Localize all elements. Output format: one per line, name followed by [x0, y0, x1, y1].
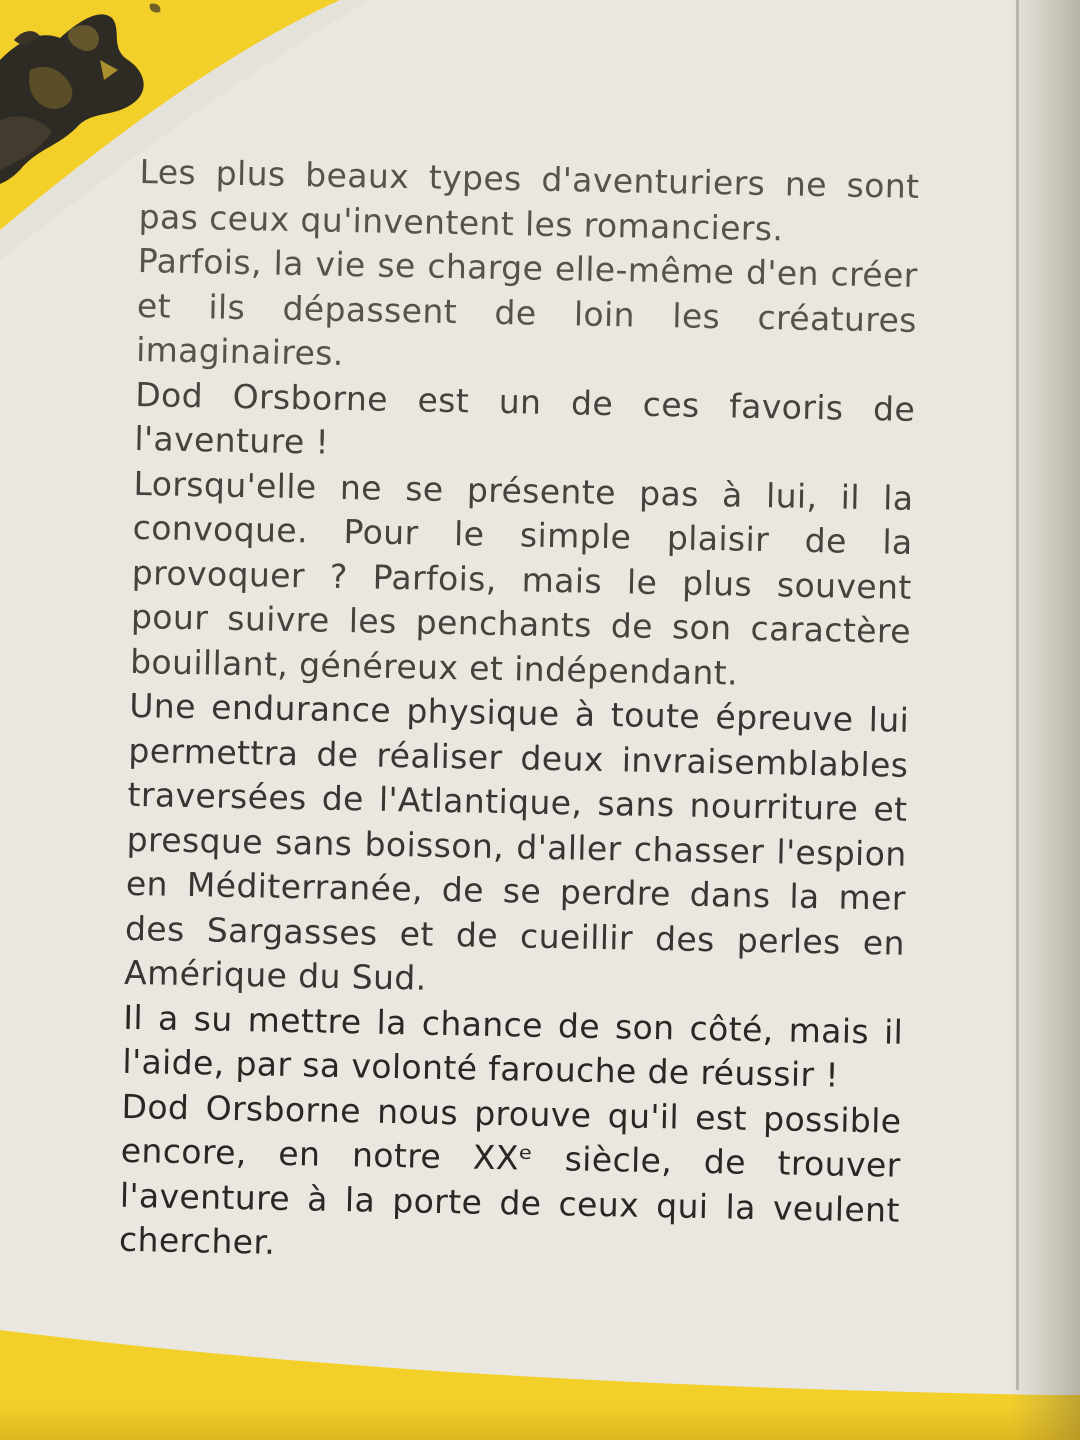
- blurb-paragraph: Dod Orsborne nous prouve qu'il est possible encore, en notre XXᵉ siècle, de trouver l'aventure à la porte de ceux qui la veulent chercher.: [118, 1086, 902, 1262]
- blurb-paragraph: Une endurance physique à toute épreuve lui permettra de réaliser deux invraisemblables traversées de l'Atlantique, sans nourriture et presque sans boisson, d'aller chasser l'espion en Méditerranée, de se perdre dans la mer des Sargasses et de cueillir des perles en Amérique du Sud.: [123, 685, 910, 998]
- blurb-paragraph: Dod Orsborne est un de ces favoris de l'aventure !: [134, 374, 916, 462]
- bottom-shadow: [0, 1405, 1080, 1440]
- blurb-paragraph: Lorsqu'elle ne se présente pas à lui, il la convoque. Pour le simple plaisir de la provoquer ? Parfois, mais le plus souvent pour suivre les penchants de son caractère bouillant, généreux et indépendant.: [129, 463, 914, 693]
- blurb-paragraph: Parfois, la vie se charge elle-même d'en créer et ils dépassent de loin les créatures imaginaires.: [135, 240, 919, 373]
- blurb-text: [119, 150, 920, 1277]
- blurb-paragraph: Les plus beaux types d'aventuriers ne sont pas ceux qu'inventent les romanciers.: [138, 151, 920, 248]
- blurb-paragraph: Il a su mettre la chance de son côté, mais il l'aide, par sa volonté farouche de réussir !: [122, 997, 904, 1095]
- spine-shadow: [1010, 0, 1080, 1440]
